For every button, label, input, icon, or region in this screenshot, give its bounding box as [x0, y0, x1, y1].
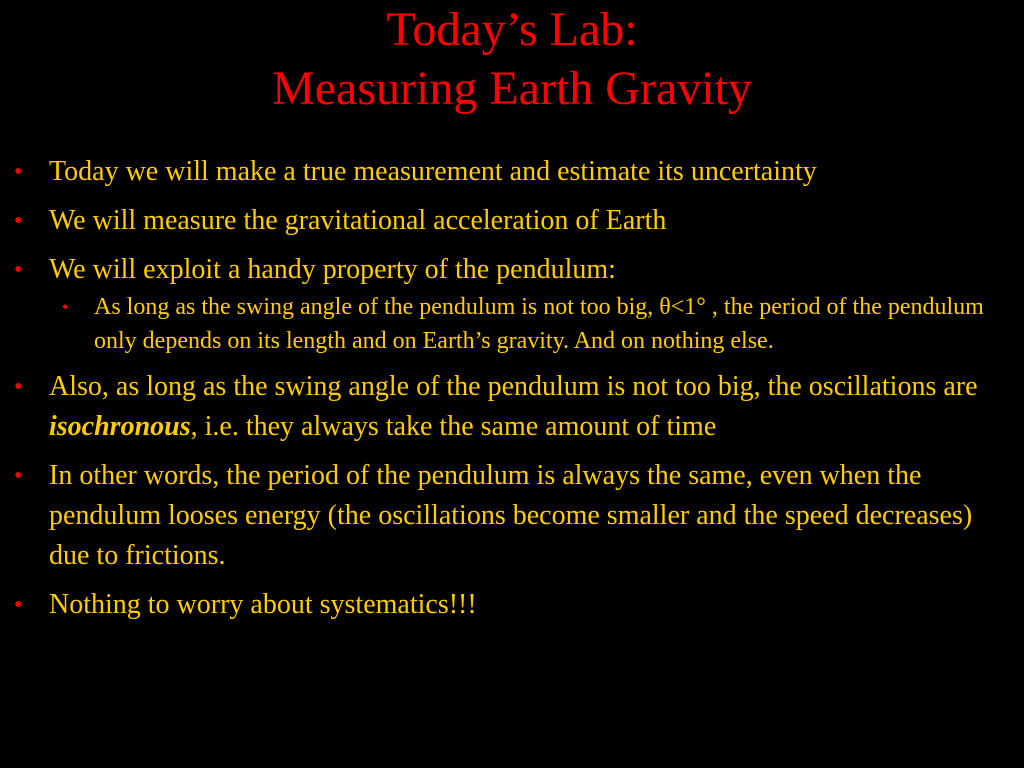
bullet-icon: •: [14, 592, 23, 618]
slide-title: [0, 0, 1024, 115]
bullet-list: [0, 152, 1024, 634]
bullet-text-part: , i.e. they always take the same amount of time: [190, 411, 717, 442]
sub-bullet-item: [0, 290, 1024, 358]
sub-bullet-text: As long as the swing angle of the pendulum is not too big, θ<1° , the period of the pendulum only depends on its length and on Earth’s gravity. And on nothing else.: [94, 294, 984, 354]
bullet-item: [0, 250, 1024, 290]
bullet-text: In other words, the period of the pendulum is always the same, even when the pendulum looses energy (the oscillations become smaller and the speed decreases) due to frictions.: [49, 460, 973, 571]
bullet-text: Today we will make a true measurement and estimate its uncertainty: [49, 156, 817, 187]
slide-title-line-1: Today’s Lab:: [386, 3, 638, 56]
bullet-item: [0, 456, 1024, 576]
emphasis-text: isochronous: [49, 411, 191, 442]
bullet-icon: •: [14, 208, 23, 234]
bullet-item: [0, 585, 1024, 625]
bullet-icon: •: [14, 159, 23, 185]
bullet-text-part: Also, as long as the swing angle of the pendulum is not too big, the oscillations are: [49, 371, 978, 402]
bullet-text: Nothing to worry about systematics!!!: [49, 589, 477, 620]
bullet-icon: •: [14, 257, 23, 283]
slide-title-line-2: Measuring Earth Gravity: [272, 62, 752, 115]
bullet-item: [0, 367, 1024, 447]
bullet-item: [0, 201, 1024, 241]
sub-bullet-icon: •: [62, 297, 69, 317]
bullet-item: [0, 152, 1024, 192]
bullet-icon: •: [14, 463, 23, 489]
bullet-text: [49, 371, 978, 442]
bullet-text: We will measure the gravitational acceleration of Earth: [49, 205, 667, 236]
bullet-text: We will exploit a handy property of the pendulum:: [49, 254, 616, 285]
bullet-icon: •: [14, 374, 23, 400]
